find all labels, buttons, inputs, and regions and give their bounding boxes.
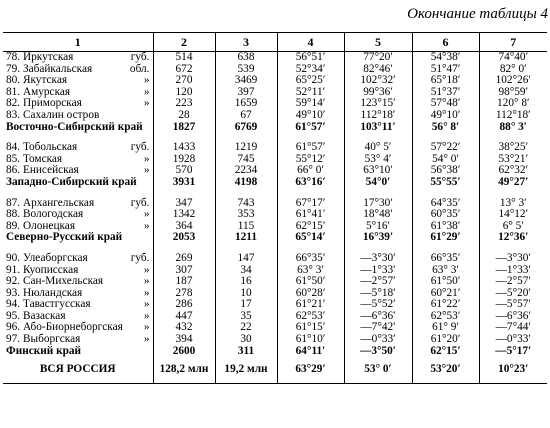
column-header: 7: [479, 33, 547, 52]
value-cell-c6: 56°38′: [412, 165, 479, 177]
value-cell-c4: 65°25′: [277, 75, 344, 87]
table-row: [3, 87, 547, 99]
region-name: 87. Архангельская: [6, 196, 95, 209]
value-cell-c5: 123°15′: [344, 98, 412, 110]
value-cell-c4: 61°41′: [277, 209, 344, 221]
value-cell-c4: 49°10′: [277, 110, 344, 122]
value-cell-c7: 88° 3′: [479, 122, 547, 134]
value-cell-c2: 1928: [153, 154, 215, 166]
value-cell-c6: 56° 8′: [412, 122, 479, 134]
value-cell-c5: —5°18′: [344, 288, 412, 300]
column-header: 5: [344, 33, 412, 52]
value-cell-c4: 67°17′: [277, 198, 344, 210]
value-cell-c5: —2°57′: [344, 276, 412, 288]
value-cell-c4: 60°28′: [277, 288, 344, 300]
region-type: »: [143, 219, 150, 232]
value-cell-c5: —1°33′: [344, 265, 412, 277]
value-cell-c7: —2°57′: [479, 276, 547, 288]
region-name: 86. Енисейская: [6, 164, 79, 177]
region-type: »: [143, 309, 150, 322]
value-cell-c2: 672: [153, 64, 215, 76]
value-cell-c2: 2600: [153, 346, 215, 358]
value-cell-c6: 61°38′: [412, 221, 479, 233]
column-header: 2: [153, 33, 215, 52]
value-cell-c2: 307: [153, 265, 215, 277]
region-cell: [3, 110, 153, 122]
value-cell-c4: 63° 3′: [277, 265, 344, 277]
region-type: губ.: [130, 141, 150, 154]
table-row: [3, 334, 547, 346]
value-cell-c5: —0°33′: [344, 334, 412, 346]
region-cell: [3, 232, 153, 244]
region-name: 90. Улеаборгская: [6, 251, 88, 264]
table-row: [3, 75, 547, 87]
value-cell-c5: 53° 0′: [344, 357, 412, 384]
region-cell: [3, 357, 153, 384]
value-cell-c7: 53°21′: [479, 154, 547, 166]
value-cell-c3: 745: [215, 154, 277, 166]
value-cell-c3: 638: [215, 52, 277, 64]
value-cell-c7: 120° 8′: [479, 98, 547, 110]
value-cell-c2: 28: [153, 110, 215, 122]
value-cell-c2: 187: [153, 276, 215, 288]
region-cell: [3, 122, 153, 134]
value-cell-c5: —5°52′: [344, 299, 412, 311]
value-cell-c2: 269: [153, 253, 215, 265]
value-cell-c2: 278: [153, 288, 215, 300]
value-cell-c2: 514: [153, 52, 215, 64]
region-cell: [3, 177, 153, 189]
value-cell-c3: 3469: [215, 75, 277, 87]
region-name-wrap: [6, 232, 150, 244]
value-cell-c6: 57°48′: [412, 98, 479, 110]
region-cell: [3, 346, 153, 358]
table-row: [3, 253, 547, 265]
column-header: 3: [215, 33, 277, 52]
value-cell-c4: 55°12′: [277, 154, 344, 166]
region-name: 83. Сахалин остров: [6, 108, 100, 121]
spacer-row: [3, 133, 547, 142]
value-cell-c2: 432: [153, 322, 215, 334]
value-cell-c2: 270: [153, 75, 215, 87]
region-name-wrap: [6, 346, 150, 358]
region-name: 79. Забайкальская: [6, 62, 93, 75]
value-cell-c2: 1342: [153, 209, 215, 221]
region-type: »: [143, 333, 150, 346]
value-cell-c7: 6° 5′: [479, 221, 547, 233]
value-cell-c3: 743: [215, 198, 277, 210]
value-cell-c4: 61°10′: [277, 334, 344, 346]
value-cell-c3: 539: [215, 64, 277, 76]
value-cell-c3: 10: [215, 288, 277, 300]
value-cell-c5: 40° 5′: [344, 142, 412, 154]
region-type: губ.: [130, 51, 150, 63]
value-cell-c3: 34: [215, 265, 277, 277]
value-cell-c2: 347: [153, 198, 215, 210]
value-cell-c5: 77°20′: [344, 52, 412, 64]
value-cell-c6: 57°22′: [412, 142, 479, 154]
region-name: 81. Амурская: [6, 85, 71, 98]
value-cell-c2: 1827: [153, 122, 215, 134]
value-cell-c3: 4198: [215, 177, 277, 189]
table-row: [3, 52, 547, 64]
region-name: 84. Тобольская: [6, 141, 78, 154]
region-name: Восточно-Сибирский край: [6, 120, 143, 133]
value-cell-c4: 56°51′: [277, 52, 344, 64]
value-cell-c5: 53° 4′: [344, 154, 412, 166]
value-cell-c7: —3°30′: [479, 253, 547, 265]
region-name-wrap: [6, 334, 150, 346]
region-name-wrap: [6, 364, 150, 376]
region-type: »: [143, 321, 150, 334]
subtotal-row: [3, 232, 547, 244]
region-name: Западно-Сибирский край: [6, 175, 137, 188]
value-cell-c3: 353: [215, 209, 277, 221]
region-name: 89. Олонецкая: [6, 219, 76, 232]
value-cell-c3: 30: [215, 334, 277, 346]
value-cell-c3: 147: [215, 253, 277, 265]
value-cell-c5: 99°36′: [344, 87, 412, 99]
value-cell-c3: 1211: [215, 232, 277, 244]
value-cell-c5: 5°16′: [344, 221, 412, 233]
value-cell-c5: 18°48′: [344, 209, 412, 221]
value-cell-c6: 62°15′: [412, 346, 479, 358]
value-cell-c7: 13° 3′: [479, 198, 547, 210]
region-name-wrap: [6, 276, 150, 288]
value-cell-c4: 61°57′: [277, 122, 344, 134]
value-cell-c4: 52°34′: [277, 64, 344, 76]
region-name-wrap: [6, 253, 150, 265]
region-name: Финский край: [6, 344, 82, 357]
value-cell-c3: 22: [215, 322, 277, 334]
table-row: [3, 154, 547, 166]
value-cell-c2: 2053: [153, 232, 215, 244]
subtotal-row: [3, 177, 547, 189]
region-type: губ.: [130, 251, 150, 264]
region-type: »: [143, 298, 150, 311]
value-cell-c2: 570: [153, 165, 215, 177]
table-row: [3, 142, 547, 154]
value-cell-c3: 1219: [215, 142, 277, 154]
value-cell-c5: —3°30′: [344, 253, 412, 265]
table-row: [3, 198, 547, 210]
header-row: [3, 33, 547, 52]
value-cell-c7: 98°59′: [479, 87, 547, 99]
value-cell-c2: 223: [153, 98, 215, 110]
value-cell-c6: 62°53′: [412, 311, 479, 323]
region-type: »: [143, 74, 150, 87]
value-cell-c2: 447: [153, 311, 215, 323]
value-cell-c5: 54°0′: [344, 177, 412, 189]
value-cell-c6: 64°35′: [412, 198, 479, 210]
region-type: »: [143, 286, 150, 299]
region-type: »: [143, 97, 150, 110]
value-cell-c4: 64°11′: [277, 346, 344, 358]
value-cell-c5: 112°18′: [344, 110, 412, 122]
region-name: 96. Або-Биорнеборгская: [6, 321, 123, 334]
region-name: 95. Вазаская: [6, 309, 66, 322]
value-cell-c6: 66°35′: [412, 253, 479, 265]
value-cell-c3: 2234: [215, 165, 277, 177]
value-cell-c6: 61°29′: [412, 232, 479, 244]
value-cell-c6: 61°22′: [412, 299, 479, 311]
region-name: 78. Иркутская: [6, 51, 74, 63]
value-cell-c3: 1659: [215, 98, 277, 110]
value-cell-c6: 61°20′: [412, 334, 479, 346]
value-cell-c6: 63° 3′: [412, 265, 479, 277]
value-cell-c5: 16°39′: [344, 232, 412, 244]
value-cell-c4: 63°29′: [277, 357, 344, 384]
region-type: »: [143, 164, 150, 177]
value-cell-c4: 61°57′: [277, 142, 344, 154]
value-cell-c4: 52°11′: [277, 87, 344, 99]
value-cell-c5: 82°46′: [344, 64, 412, 76]
region-cell: [3, 253, 153, 265]
value-cell-c3: 35: [215, 311, 277, 323]
region-name: 94. Тавастгусская: [6, 298, 91, 311]
region-name: ВСЯ РОССИЯ: [39, 363, 116, 376]
column-header: 4: [277, 33, 344, 52]
value-cell-c7: —6°36′: [479, 311, 547, 323]
region-cell: [3, 334, 153, 346]
region-name-wrap: [6, 209, 150, 221]
subtotal-row: [3, 346, 547, 358]
region-name: Северно-Русский край: [6, 231, 123, 244]
region-type: обл.: [129, 62, 150, 75]
value-cell-c7: 49°27′: [479, 177, 547, 189]
value-cell-c6: 53°20′: [412, 357, 479, 384]
value-cell-c4: 63°16′: [277, 177, 344, 189]
data-table: [3, 32, 547, 384]
region-name: 91. Куописская: [6, 263, 79, 276]
value-cell-c5: 63°10′: [344, 165, 412, 177]
value-cell-c6: 61° 9′: [412, 322, 479, 334]
region-cell: [3, 52, 153, 64]
value-cell-c6: 51°37′: [412, 87, 479, 99]
region-type: »: [143, 85, 150, 98]
region-type: »: [143, 152, 150, 165]
value-cell-c3: 397: [215, 87, 277, 99]
value-cell-c6: 49°10′: [412, 110, 479, 122]
region-name: 80. Якутская: [6, 74, 68, 87]
value-cell-c7: 10°23′: [479, 357, 547, 384]
value-cell-c3: 16: [215, 276, 277, 288]
region-cell: [3, 209, 153, 221]
value-cell-c6: 60°21′: [412, 288, 479, 300]
table-row: [3, 110, 547, 122]
value-cell-c7: 62°32′: [479, 165, 547, 177]
total-row: [3, 357, 547, 384]
table-row: [3, 299, 547, 311]
value-cell-c2: 394: [153, 334, 215, 346]
value-cell-c5: —7°42′: [344, 322, 412, 334]
region-name: 93. Нюландская: [6, 286, 83, 299]
table-row: [3, 322, 547, 334]
region-name: 82. Приморская: [6, 97, 82, 110]
value-cell-c4: 62°53′: [277, 311, 344, 323]
table-row: [3, 64, 547, 76]
table-caption: Окончание таблицы 4: [407, 6, 548, 22]
value-cell-c5: —6°36′: [344, 311, 412, 323]
value-cell-c2: 1433: [153, 142, 215, 154]
value-cell-c2: 3931: [153, 177, 215, 189]
value-cell-c4: 62°15′: [277, 221, 344, 233]
value-cell-c7: 74°40′: [479, 52, 547, 64]
value-cell-c7: 12°36′: [479, 232, 547, 244]
value-cell-c2: 120: [153, 87, 215, 99]
value-cell-c2: 286: [153, 299, 215, 311]
value-cell-c5: 102°32′: [344, 75, 412, 87]
region-type: »: [143, 208, 150, 221]
region-cell: [3, 276, 153, 288]
value-cell-c6: 51°47′: [412, 64, 479, 76]
region-cell: [3, 142, 153, 154]
region-name-wrap: [6, 110, 150, 122]
value-cell-c3: 67: [215, 110, 277, 122]
value-cell-c5: 103°11′: [344, 122, 412, 134]
value-cell-c7: —5°57′: [479, 299, 547, 311]
value-cell-c7: 14°12′: [479, 209, 547, 221]
value-cell-c7: 112°18′: [479, 110, 547, 122]
table-row: [3, 276, 547, 288]
table-row: [3, 209, 547, 221]
value-cell-c7: —5°20′: [479, 288, 547, 300]
value-cell-c2: 128,2 млн: [153, 357, 215, 384]
value-cell-c5: 17°30′: [344, 198, 412, 210]
value-cell-c3: 17: [215, 299, 277, 311]
value-cell-c6: 65°18′: [412, 75, 479, 87]
value-cell-c4: 61°15′: [277, 322, 344, 334]
value-cell-c5: —3°50′: [344, 346, 412, 358]
value-cell-c4: 65°14′: [277, 232, 344, 244]
value-cell-c4: 66°35′: [277, 253, 344, 265]
value-cell-c7: 82° 0′: [479, 64, 547, 76]
region-name: 85. Томская: [6, 152, 63, 165]
region-type: »: [143, 263, 150, 276]
region-name: 97. Выборгская: [6, 333, 81, 346]
region-name-wrap: [6, 177, 150, 189]
value-cell-c3: 115: [215, 221, 277, 233]
value-cell-c4: 61°50′: [277, 276, 344, 288]
value-cell-c7: —0°33′: [479, 334, 547, 346]
value-cell-c7: —7°44′: [479, 322, 547, 334]
value-cell-c7: 38°25′: [479, 142, 547, 154]
region-name-wrap: [6, 122, 150, 134]
value-cell-c6: 61°50′: [412, 276, 479, 288]
value-cell-c7: 102°26′: [479, 75, 547, 87]
value-cell-c6: 60°35′: [412, 209, 479, 221]
value-cell-c4: 66° 0′: [277, 165, 344, 177]
region-type: губ.: [130, 196, 150, 209]
value-cell-c7: —5°17′: [479, 346, 547, 358]
value-cell-c3: 6769: [215, 122, 277, 134]
table-body: [3, 52, 547, 384]
value-cell-c3: 311: [215, 346, 277, 358]
value-cell-c4: 59°14′: [277, 98, 344, 110]
subtotal-row: [3, 122, 547, 134]
value-cell-c4: 61°21′: [277, 299, 344, 311]
value-cell-c6: 55°55′: [412, 177, 479, 189]
column-header: 6: [412, 33, 479, 52]
value-cell-c7: —1°33′: [479, 265, 547, 277]
value-cell-c6: 54°38′: [412, 52, 479, 64]
region-name-wrap: [6, 142, 150, 154]
value-cell-c3: 19,2 млн: [215, 357, 277, 384]
region-name: 88. Вологодская: [6, 208, 84, 221]
column-header: 1: [3, 33, 153, 52]
value-cell-c6: 54° 0′: [412, 154, 479, 166]
region-name-wrap: [6, 52, 150, 64]
value-cell-c2: 364: [153, 221, 215, 233]
region-name: 92. Сан-Михельская: [6, 275, 104, 288]
region-type: »: [143, 275, 150, 288]
